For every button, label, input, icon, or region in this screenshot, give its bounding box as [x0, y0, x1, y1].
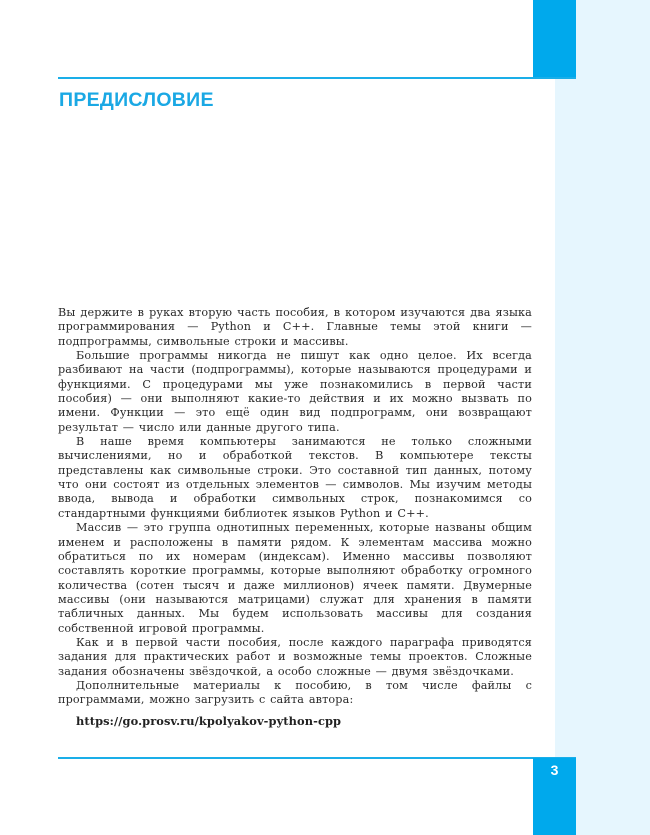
bottom-divider	[58, 757, 576, 759]
author-site-link[interactable]: https://go.prosv.ru/kpolyakov-python-cpp	[76, 713, 342, 728]
preface-body	[58, 306, 532, 728]
paragraph-intro: Вы держите в руках вторую часть пособия, в котором изучаются два языка программирования — Python и C++. Главные темы этой книги — подпрограммы, символьные строки и массивы.	[58, 306, 532, 348]
side-strip-decoration	[576, 0, 650, 79]
paragraph-subprograms: Большие программы никогда не пишут как одно целое. Их всегда разбивают на части (подпрограммы), которые называются процедурами и функциями. С процедурами мы уже познакомились в первой части пособия) — они выполняют какие-то действия и их можно вызвать по имени. Функции — это ещё один вид подпрограмм, они возвращают результат — число или данные другого типа.	[58, 349, 532, 434]
page-number-tab	[533, 758, 576, 835]
paragraph-materials: Дополнительные материалы к пособию, в том числе файлы с программами, можно загрузить с сайта автора:	[58, 678, 532, 707]
paragraph-arrays: Массив — это группа однотипных переменных, которые названы общим именем и расположены в памяти рядом. К элементам массива можно обратиться по их номерам (индексам). Именно массивы позволяют составлять короткие программы, которые выполняют обработку огромного количества (сотен тысяч и даже миллионов) ячеек памяти. Двумерные массивы (они называются матрицами) служат для хранения в памяти табличных данных. Мы будем использовать массивы для создания собственной игровой программы.	[58, 521, 532, 635]
page-number: 3	[550, 762, 559, 778]
page-title: ПРЕДИСЛОВИЕ	[59, 89, 214, 111]
paragraph-strings: В наше время компьютеры занимаются не только сложными вычислениями, но и обработкой текстов. В компьютере тексты представлены как символьные строки. Это составной тип данных, потому что они состоят из отдельных элементов — символов. Мы изучим методы ввода, вывода и обработки символьных строк, познакомимся со стандартными функциями библиотек языков Python и C++.	[58, 435, 532, 520]
top-color-tab	[533, 0, 576, 79]
top-divider	[58, 77, 576, 79]
paragraph-exercises: Как и в первой части пособия, после каждого параграфа приводятся задания для практических работ и возможные темы проектов. Сложные задания обозначены звёздочкой, а особо сложные — двумя звёздочками.	[58, 635, 532, 678]
side-strip-decoration	[555, 79, 650, 835]
